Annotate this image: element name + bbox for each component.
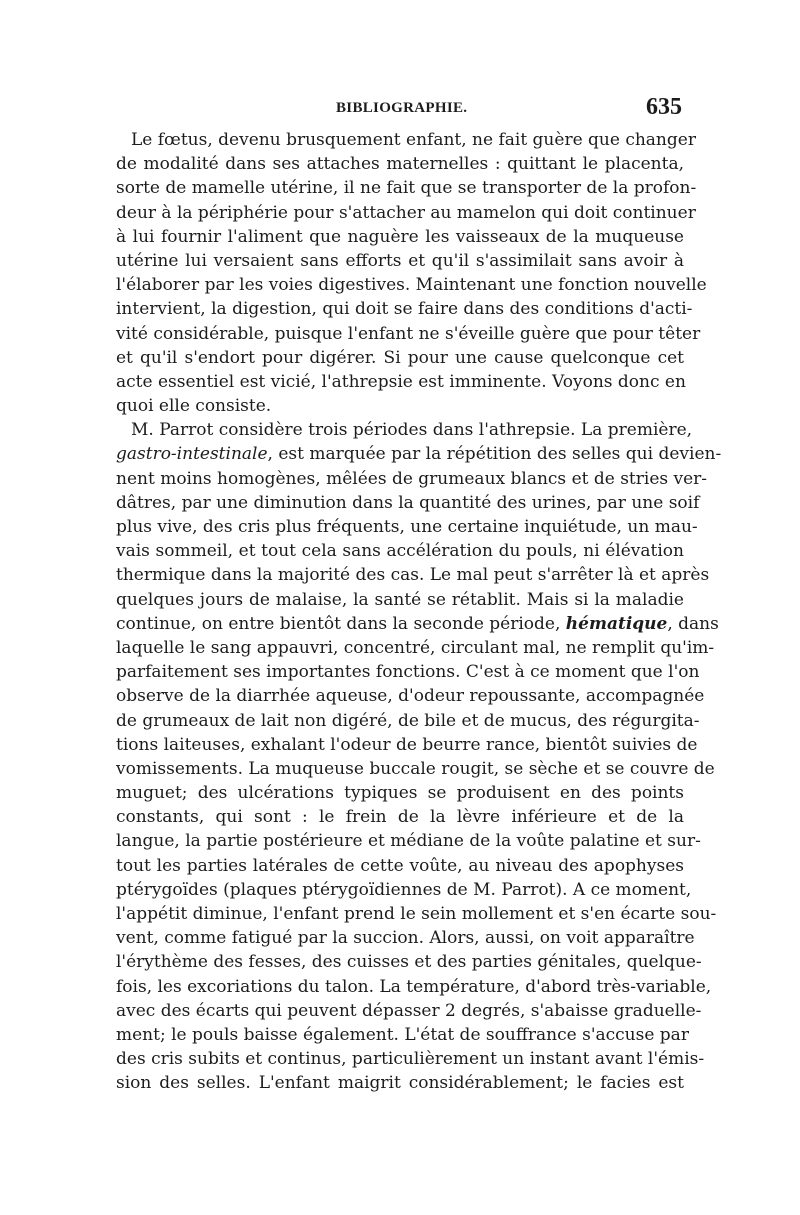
text-line: thermique dans la majorité des cas. Le mal peut s'arrêter là et après — [116, 565, 710, 586]
text-line: vent, comme fatigué par la succion. Alors, aussi, on voit apparaître — [116, 928, 695, 949]
text-line: à lui fournir l'aliment que naguère les vaisseaux de la muqueuse — [116, 226, 684, 247]
text-line: de grumeaux de lait non digéré, de bile et de mucus, des régurgita- — [116, 710, 700, 731]
text-line: quelques jours de malaise, la santé se rétablit. Mais si la maladie — [116, 589, 684, 610]
text-line: et qu'il s'endort pour digérer. Si pour une cause quelconque cet — [116, 347, 684, 368]
body-text — [116, 128, 722, 1096]
text-fragment: , dans — [667, 613, 719, 634]
text-line: l'élaborer par les voies digestives. Maintenant une fonction nouvelle — [116, 275, 707, 296]
text-line: nent moins homogènes, mêlées de grumeaux blancs et de stries ver- — [116, 468, 708, 489]
text-line: constants, qui sont : le frein de la lèvre inférieure et de la — [116, 807, 684, 828]
text-line: fois, les excoriations du talon. La température, d'abord très-variable, — [116, 976, 712, 997]
text-line: laquelle le sang appauvri, concentré, circulant mal, ne remplit qu'im- — [116, 637, 715, 658]
running-head — [0, 94, 800, 126]
text-line: tout les parties latérales de cette voûte, au niveau des apophyses — [116, 855, 684, 876]
text-fragment: , est marquée par la répétition des selles qui devien- — [267, 444, 722, 465]
text-line: tions laiteuses, exhalant l'odeur de beurre rance, bientôt suivies de — [116, 734, 698, 755]
text-line: parfaitement ses importantes fonctions. C'est à ce moment que l'on — [116, 662, 700, 683]
text-line: deur à la périphérie pour s'attacher au mamelon qui doit continuer — [116, 202, 696, 223]
text-line: muguet; des ulcérations typiques se produisent en des points — [116, 783, 684, 804]
italic-term-hematique — [566, 614, 668, 634]
text-line: plus vive, des cris plus fréquents, une certaine inquiétude, un mau- — [116, 517, 698, 537]
text-line: vomissements. La muqueuse buccale rougit, se sèche et se couvre de — [116, 758, 715, 779]
text-fragment: continue, on entre bientôt dans la seconde période, — [116, 613, 566, 634]
italic-term-gastro-intestinale: gastro-intestinale — [116, 444, 268, 465]
bold-term-hematique: hématique — [565, 613, 668, 634]
text-line: de modalité dans ses attaches maternelles : quittant le placenta, — [116, 154, 684, 175]
text-line: acte essentiel est vicié, l'athrepsie est imminente. Voyons donc en — [116, 371, 686, 392]
text-line: l'érythème des fesses, des cuisses et des parties génitales, quelque- — [116, 952, 702, 973]
text-line: l'appétit diminue, l'enfant prend le sein mollement et s'en écarte sou- — [116, 904, 717, 924]
text-line: quoi elle consiste. — [116, 396, 272, 417]
text-line-with-italic — [116, 612, 719, 636]
page-number: 635 — [646, 94, 682, 120]
text-line: dâtres, par une diminution dans la quantité des urines, par une soif — [116, 492, 700, 513]
text-line: sorte de mamelle utérine, il ne fait que se transporter de la profon- — [116, 178, 697, 199]
text-line: vité considérable, puisque l'enfant ne s'éveille guère que pour têter — [116, 323, 701, 344]
text-line: utérine lui versaient sans efforts et qu'il s'assimilait sans avoir à — [116, 250, 684, 271]
text-line: observe de la diarrhée aqueuse, d'odeur repoussante, accompagnée — [116, 686, 705, 707]
text-line: Le fœtus, devenu brusquement enfant, ne fait guère que changer — [131, 130, 696, 150]
running-title: BIBLIOGRAPHIE. — [336, 100, 468, 116]
text-line: langue, la partie postérieure et médiane de la voûte palatine et sur- — [116, 831, 701, 852]
text-line: vais sommeil, et tout cela sans accélération du pouls, ni élévation — [116, 541, 684, 562]
text-line: intervient, la digestion, qui doit se faire dans des conditions d'acti- — [116, 299, 693, 320]
text-line: ment; le pouls baisse également. L'état de souffrance s'accuse par — [116, 1024, 689, 1045]
text-line: M. Parrot considère trois périodes dans l'athrepsie. La première, — [131, 420, 693, 441]
text-line: sion des selles. L'enfant maigrit considérablement; le facies est — [116, 1073, 684, 1094]
text-line: ptérygoïdes (plaques ptérygoïdiennes de M. Parrot). A ce moment, — [116, 879, 692, 900]
text-line: des cris subits et continus, particulièrement un instant avant l'émis- — [116, 1049, 705, 1070]
text-line-with-italic — [116, 442, 722, 466]
text-line: avec des écarts qui peuvent dépasser 2 degrés, s'abaisse graduelle- — [116, 1000, 702, 1021]
